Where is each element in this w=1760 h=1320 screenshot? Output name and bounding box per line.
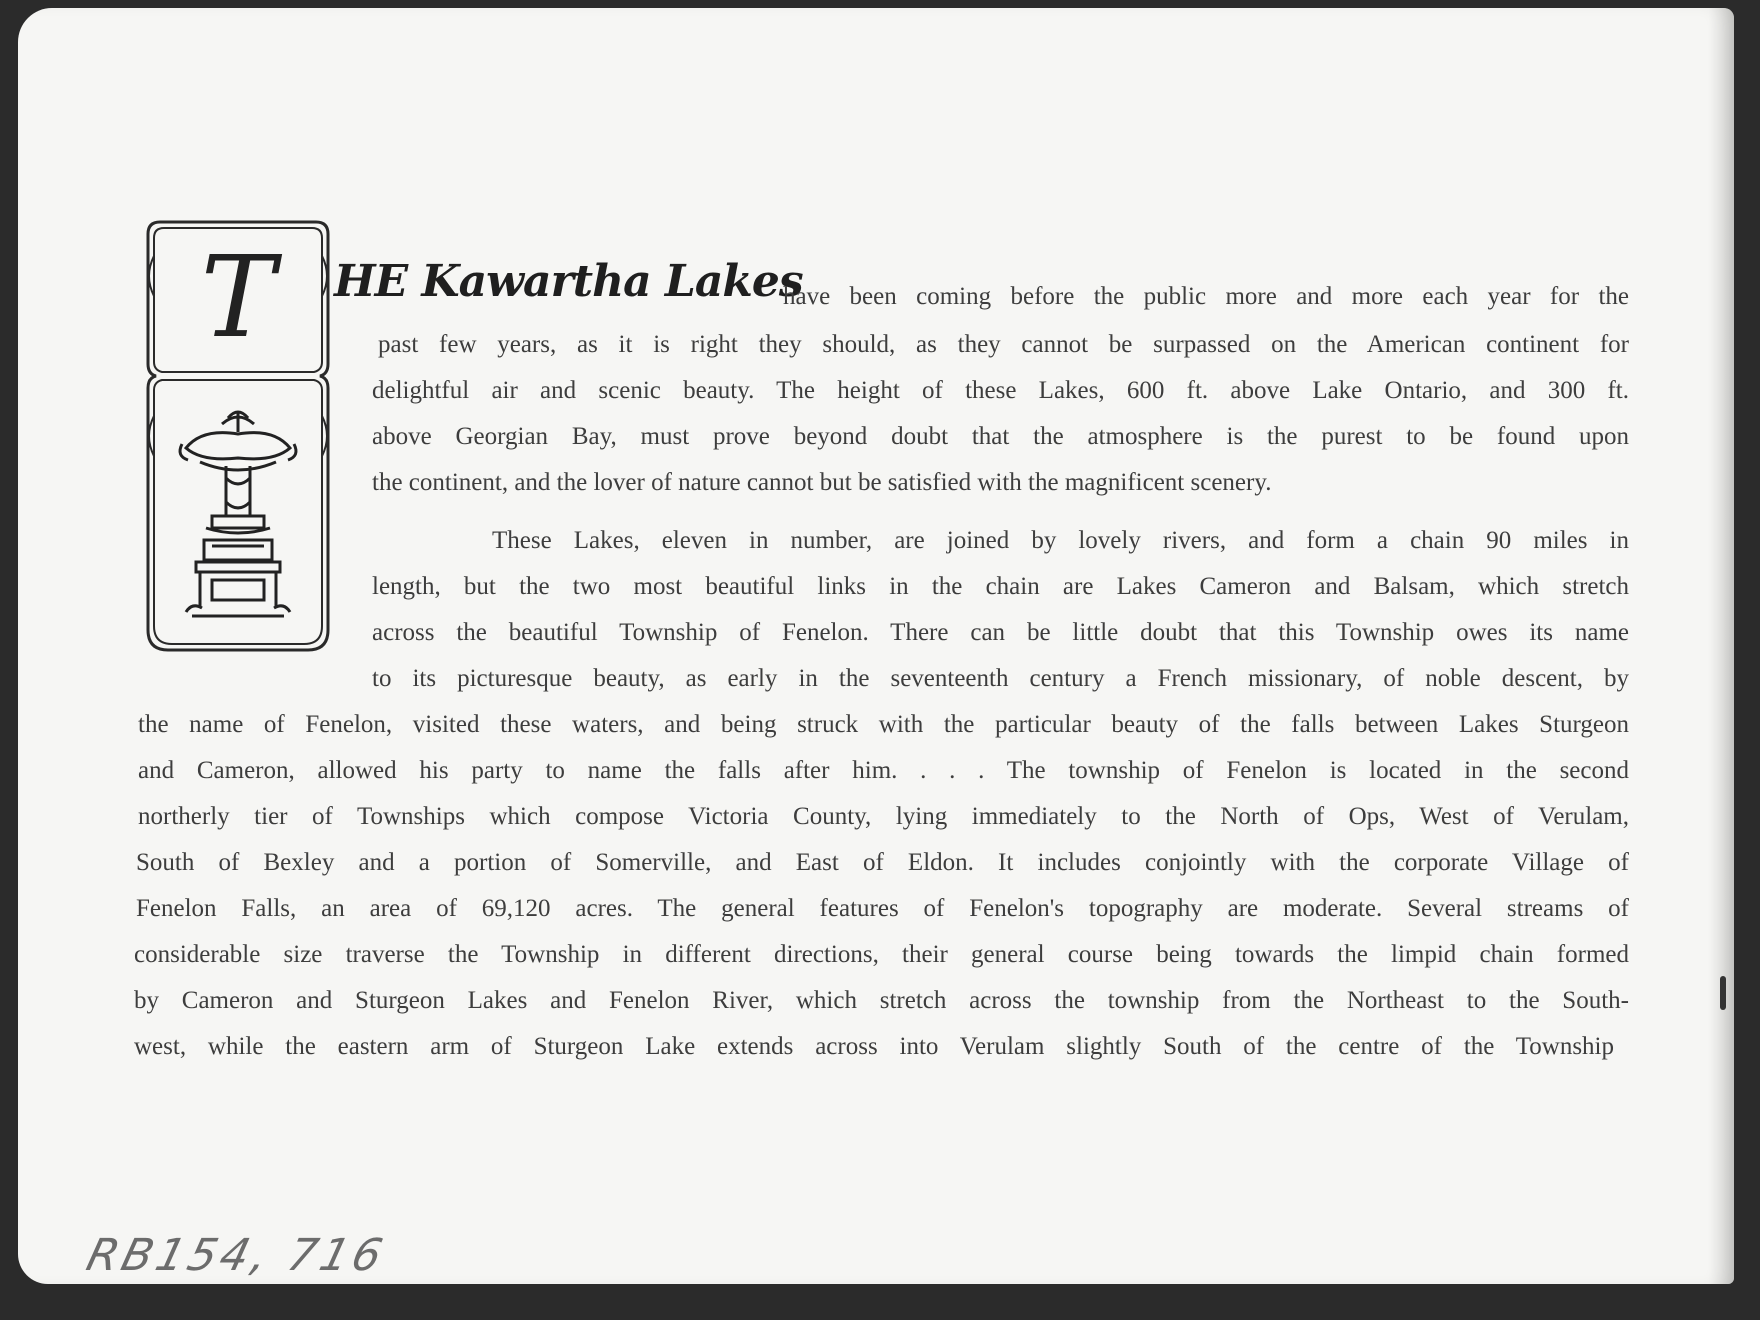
text-line: length, but the two most beautiful links in the chain are Lakes Cameron and Balsam, which stretch — [372, 573, 1629, 600]
text-line: northerly tier of Townships which compose Victoria County, lying immediately to the North of Ops, West of Verulam, — [138, 803, 1629, 830]
text-line: South of Bexley and a portion of Somerville, and East of Eldon. It includes conjointly with the corporate Village of — [136, 849, 1629, 876]
page-edge-shadow — [1708, 8, 1734, 1284]
text-line: and Cameron, allowed his party to name the falls after him. . . . The township of Fenelon is located in the second — [138, 757, 1629, 784]
document-page — [18, 8, 1734, 1284]
text-line: Fenelon Falls, an area of 69,120 acres. The general features of Fenelon's topography are moderate. Several streams of — [136, 895, 1629, 922]
text-line: These Lakes, eleven in number, are joined by lovely rivers, and form a chain 90 miles in — [492, 527, 1629, 554]
ornamental-initial-frame — [142, 216, 334, 656]
text-line: the name of Fenelon, visited these waters, and being struck with the particular beauty of the falls between Lakes Sturgeon — [138, 711, 1629, 738]
text-line: past few years, as it is right they should, as they cannot be surpassed on the American continent for — [378, 331, 1629, 358]
binding-tab — [1720, 976, 1726, 1010]
drop-cap-letter: T — [200, 233, 276, 363]
text-line: the continent, and the lover of nature cannot but be satisfied with the magnificent scenery. — [372, 469, 1272, 496]
text-line: to its picturesque beauty, as early in the seventeenth century a French missionary, of noble descent, by — [372, 665, 1629, 692]
text-line: west, while the eastern arm of Sturgeon Lake extends across into Verulam slightly South of the centre of the Township — [134, 1033, 1614, 1060]
text-line: considerable size traverse the Township in different directions, their general course being towards the limpid chain formed — [134, 941, 1629, 968]
heading-phrase: HE Kawartha Lakes — [334, 256, 803, 307]
text-line: by Cameron and Sturgeon Lakes and Fenelon River, which stretch across the township from the Northeast to the South- — [134, 987, 1629, 1014]
text-line: above Georgian Bay, must prove beyond doubt that the atmosphere is the purest to be found upon — [372, 423, 1629, 450]
text-line: have been coming before the public more and more each year for the — [783, 283, 1629, 310]
handwritten-call-number: RB154, 716 — [81, 1230, 392, 1281]
text-line: delightful air and scenic beauty. The height of these Lakes, 600 ft. above Lake Ontario, and 300 ft. — [372, 377, 1629, 404]
text-line: across the beautiful Township of Fenelon. There can be little doubt that this Township owes its name — [372, 619, 1629, 646]
